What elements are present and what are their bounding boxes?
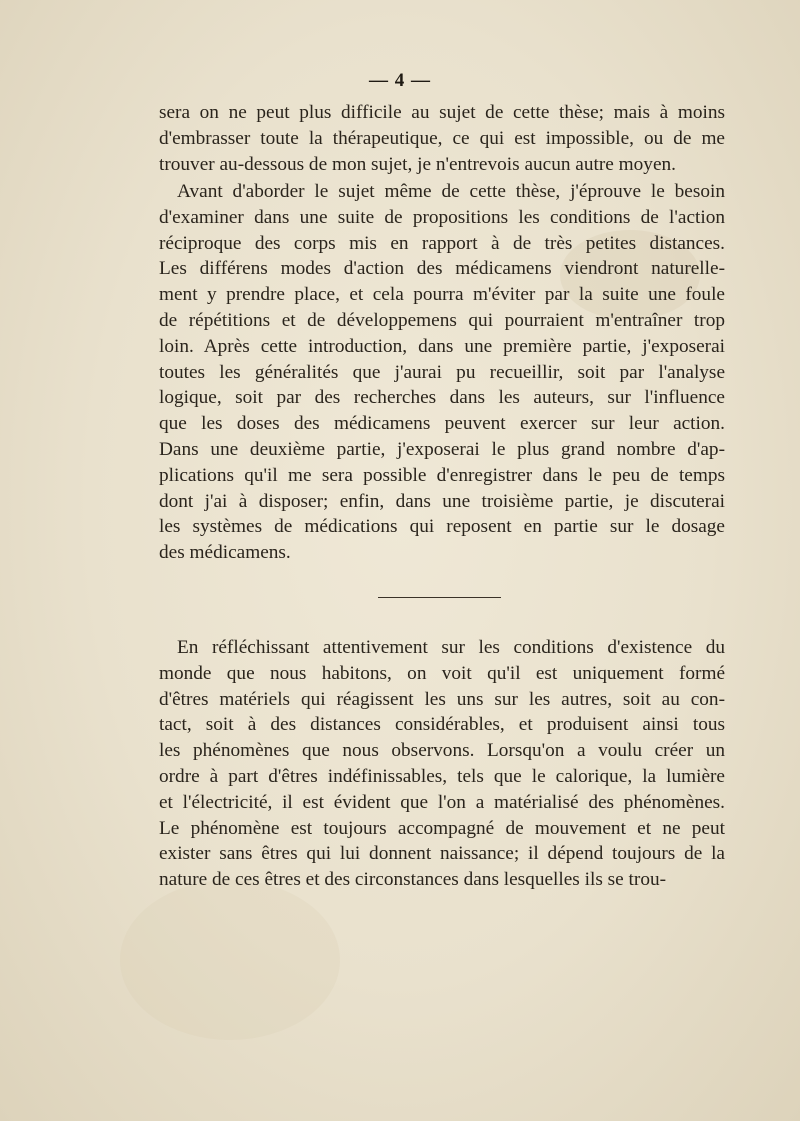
text-line: Le phénomène est toujours accompagné de mouvement et ne peut bbox=[159, 817, 725, 839]
text-line: et l'électricité, il est évident que l'on a matérialisé des phénomènes. bbox=[159, 791, 725, 813]
text-line: En réfléchissant attentivement sur les conditions d'existence du bbox=[177, 637, 725, 658]
text-line: des médicamens. bbox=[159, 542, 291, 564]
text-line: sera on ne peut plus difficile au sujet de cette thèse; mais à moins bbox=[159, 102, 725, 123]
text-line: réciproque des corps mis en rapport à de très petites distances. bbox=[159, 232, 725, 254]
text-line: Dans une deuxième partie, j'exposerai le plus grand nombre d'ap- bbox=[159, 438, 725, 460]
text-line: tact, soit à des distances considérables, et produisent ainsi tous bbox=[159, 714, 725, 736]
text-line: dont j'ai à disposer; enfin, dans une troisième partie, je discuterai bbox=[159, 490, 725, 512]
text-line: d'embrasser toute la thérapeutique, ce qui est impossible, ou de me bbox=[159, 127, 725, 149]
text-line: les systèmes de médications qui reposent en partie sur le dosage bbox=[159, 516, 725, 538]
paragraph bbox=[159, 635, 725, 893]
text-line: les phénomènes que nous observons. Lorsqu'on a voulu créer un bbox=[159, 740, 725, 762]
page-number: — 4 — bbox=[369, 70, 431, 91]
text-line: nature de ces êtres et des circonstances dans lesquelles ils se trou- bbox=[159, 869, 667, 891]
text-line: loin. Après cette introduction, dans une première partie, j'exposerai bbox=[159, 335, 725, 357]
text-line: trouver au-dessous de mon sujet, je n'entrevois aucun autre moyen. bbox=[159, 153, 676, 175]
section-divider bbox=[378, 597, 501, 598]
text-line: monde que nous habitons, on voit qu'il est uniquement formé bbox=[159, 662, 725, 684]
text-line: d'examiner dans une suite de propositions les conditions de l'action bbox=[159, 206, 725, 228]
text-line: exister sans êtres qui lui donnent naissance; il dépend toujours de la bbox=[159, 843, 725, 865]
paragraph bbox=[159, 179, 725, 566]
text-line: Avant d'aborder le sujet même de cette thèse, j'éprouve le besoin bbox=[177, 181, 725, 202]
text-line: toutes les généralités que j'aurai pu recueillir, soit par l'analyse bbox=[159, 361, 725, 383]
text-line: que les doses des médicamens peuvent exercer sur leur action. bbox=[159, 413, 725, 435]
text-line: de répétitions et de développemens qui pourraient m'entraîner trop bbox=[159, 309, 725, 331]
paper-stain bbox=[120, 880, 340, 1040]
paragraph bbox=[159, 100, 725, 177]
text-line: plications qu'il me sera possible d'enregistrer dans le peu de temps bbox=[159, 464, 725, 486]
text-line: d'êtres matériels qui réagissent les uns sur les autres, soit au con- bbox=[159, 688, 725, 710]
text-line: ordre à part d'êtres indéfinissables, tels que le calorique, la lumière bbox=[159, 765, 725, 787]
text-line: ment y prendre place, et cela pourra m'éviter par la suite une foule bbox=[159, 284, 725, 306]
text-line: Les différens modes d'action des médicamens viendront naturelle- bbox=[159, 258, 725, 280]
text-line: logique, soit par des recherches dans les auteurs, sur l'influence bbox=[159, 387, 725, 409]
